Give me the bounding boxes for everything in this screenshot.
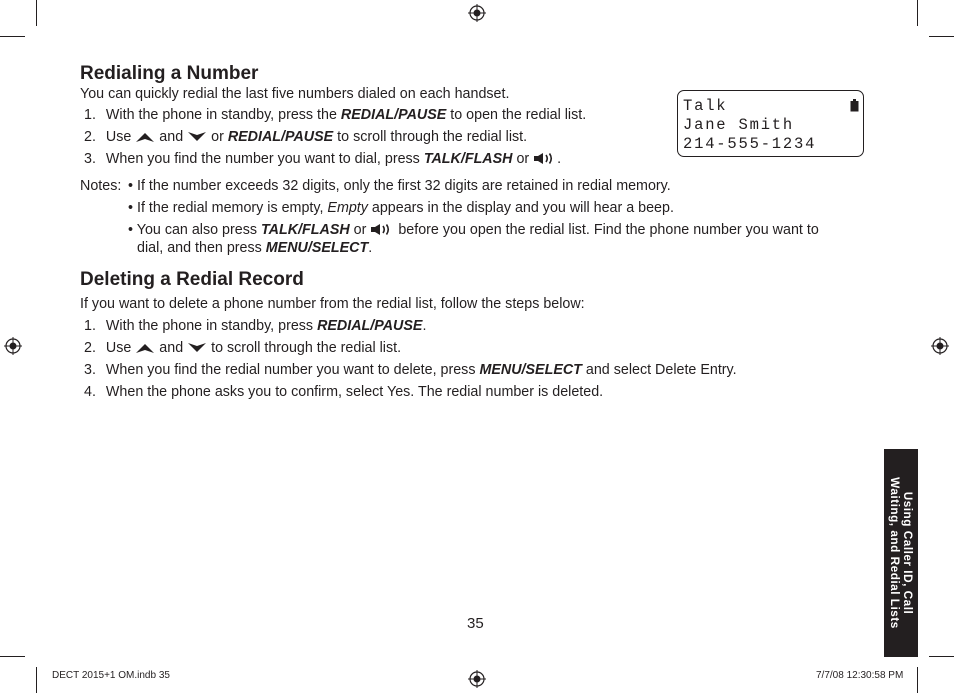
section-intro: If you want to delete a phone number from the redial list, follow the steps below:: [80, 296, 585, 312]
notes-label: Notes:: [80, 178, 122, 194]
side-tab-line-1: Using Caller ID, Call: [901, 491, 915, 615]
crop-mark: [36, 0, 37, 26]
crop-mark: [917, 0, 918, 26]
step-number: 3.: [84, 362, 96, 378]
up-arrow-icon: [135, 131, 155, 143]
down-arrow-icon: [187, 131, 207, 143]
note-item: • You can also press TALK/FLASH or before you open the redial list. Find the phone number you want to: [128, 222, 819, 238]
crop-mark: [0, 36, 25, 37]
footer-timestamp: 7/7/08 12:30:58 PM: [816, 670, 904, 681]
battery-icon: [850, 99, 859, 112]
registration-mark-icon: [468, 4, 486, 22]
step-number: 3.: [84, 151, 96, 167]
crop-mark: [929, 656, 954, 657]
crop-mark: [929, 36, 954, 37]
key-name: TALK/FLASH: [423, 151, 513, 167]
list-item: 3. When you find the redial number you want to delete, press MENU/SELECT and select Delete Entry.: [84, 362, 737, 378]
speakerphone-icon: [370, 223, 394, 236]
list-item: 3. When you find the number you want to dial, press TALK/FLASH or .: [84, 151, 562, 167]
note-item: • If the number exceeds 32 digits, only the first 32 digits are retained in redial memory.: [128, 178, 671, 194]
list-item: 2. Use and or REDIAL/PAUSE to scroll through the redial list.: [84, 129, 528, 145]
registration-mark-icon: [4, 337, 22, 355]
list-item: 1. With the phone in standby, press the REDIAL/PAUSE to open the redial list.: [84, 107, 587, 123]
note-item-continued: dial, and then press MENU/SELECT.: [137, 240, 373, 256]
side-tab-line-2: Waiting, and Redial Lists: [888, 477, 902, 629]
step-number: 2.: [84, 129, 96, 145]
page-number: 35: [467, 615, 484, 632]
list-item: 4. When the phone asks you to confirm, select Yes. The redial number is deleted.: [84, 384, 604, 400]
crop-mark: [0, 656, 25, 657]
step-number: 4.: [84, 384, 96, 400]
registration-mark-icon: [468, 670, 486, 688]
handset-display: [677, 90, 864, 157]
step-number: 1.: [84, 318, 96, 334]
key-name: REDIAL/PAUSE: [227, 129, 334, 145]
key-name: REDIAL/PAUSE: [340, 107, 447, 123]
crop-mark: [36, 667, 37, 693]
section-intro: You can quickly redial the last five numbers dialed on each handset.: [80, 86, 510, 102]
list-item: 1. With the phone in standby, press REDIAL/PAUSE.: [84, 318, 427, 334]
key-name: MENU/SELECT: [479, 362, 582, 378]
list-item: 2. Use and to scroll through the redial list.: [84, 340, 402, 356]
up-arrow-icon: [135, 342, 155, 354]
section-heading-deleting: Deleting a Redial Record: [80, 269, 304, 290]
step-number: 1.: [84, 107, 96, 123]
speakerphone-icon: [533, 152, 557, 165]
down-arrow-icon: [187, 342, 207, 354]
registration-mark-icon: [931, 337, 949, 355]
note-item: • If the redial memory is empty, Empty appears in the display and you will hear a beep.: [128, 200, 674, 216]
key-name: TALK/FLASH: [261, 222, 350, 238]
display-line-1: Talk: [683, 97, 728, 115]
key-name: REDIAL/PAUSE: [317, 318, 423, 334]
key-name: MENU/SELECT: [265, 240, 369, 256]
display-line-2: Jane Smith: [683, 116, 795, 134]
step-number: 2.: [84, 340, 96, 356]
section-side-tab: [884, 449, 918, 657]
crop-mark: [917, 667, 918, 693]
display-line-3: 214-555-1234: [683, 135, 817, 153]
footer-file-info: DECT 2015+1 OM.indb 35: [52, 670, 170, 681]
section-heading-redialing: Redialing a Number: [80, 63, 259, 84]
